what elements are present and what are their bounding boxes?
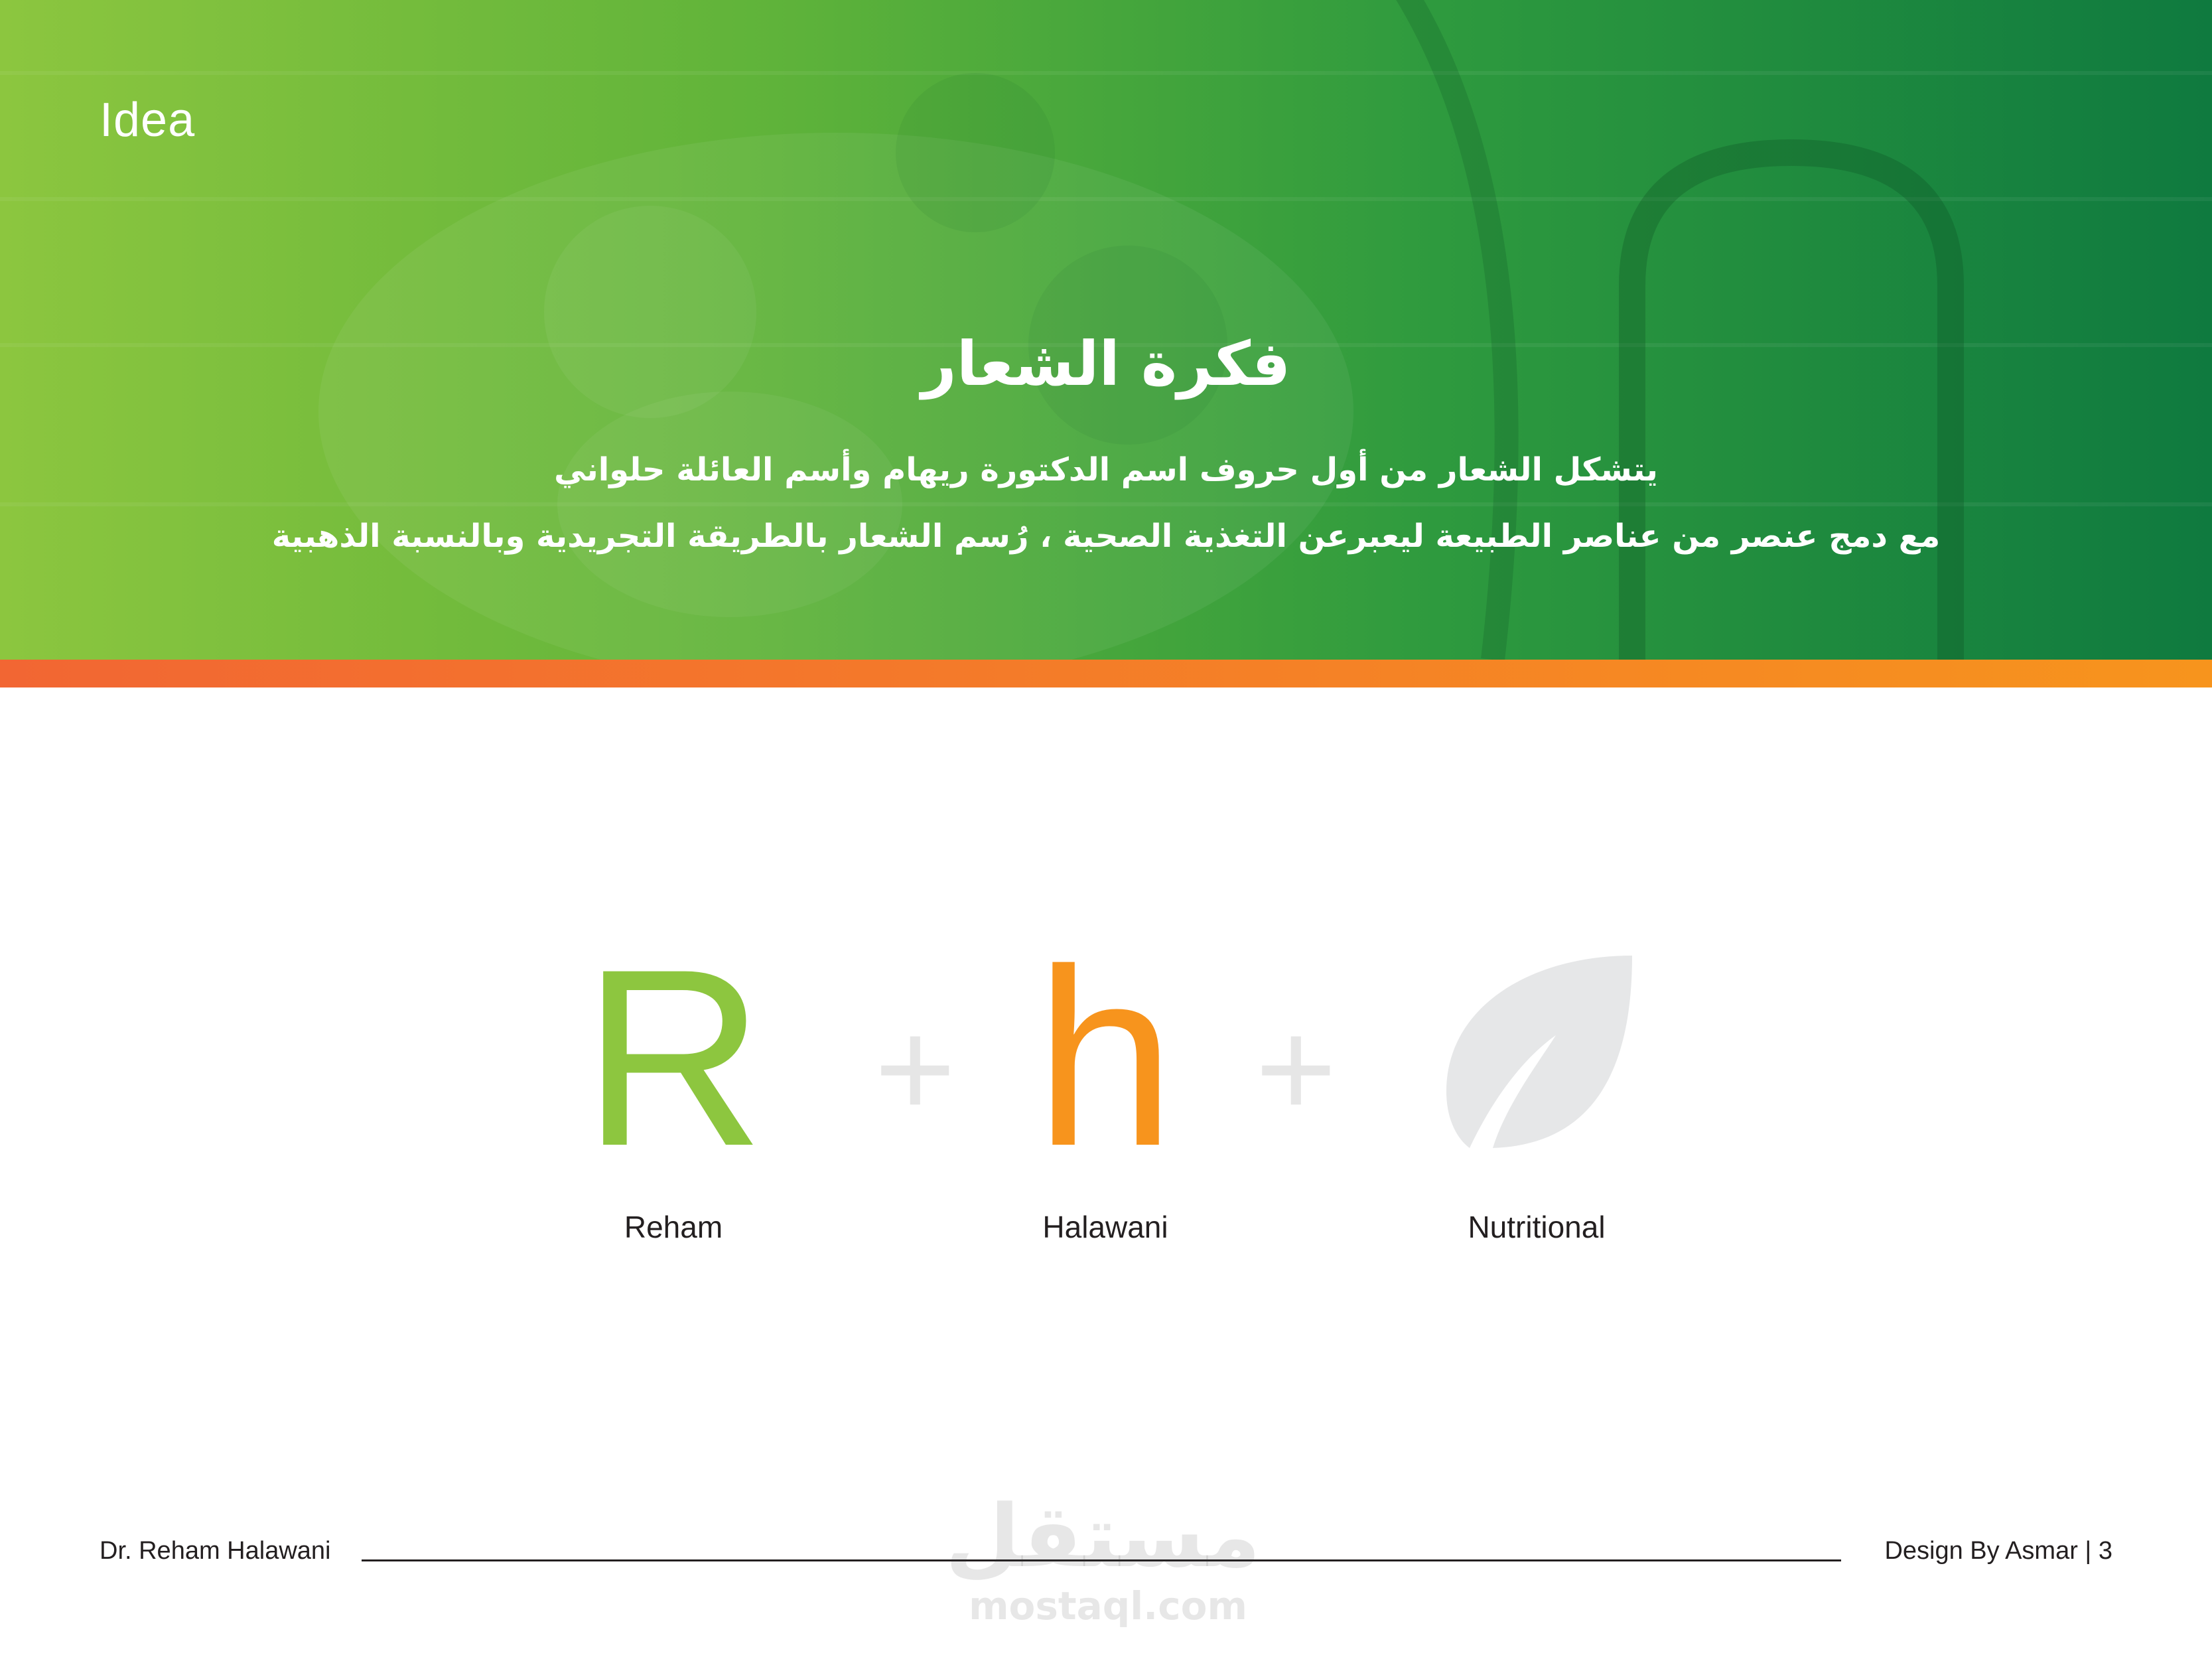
watermark-arabic: مستقل — [945, 1486, 1261, 1587]
orange-divider-bar — [0, 660, 2212, 687]
caption-halawani: Halawani — [1042, 1210, 1168, 1244]
plus-sign-1: + — [874, 991, 956, 1147]
section-label: Idea — [100, 94, 196, 147]
plus-sign-2: + — [1255, 991, 1337, 1147]
description-line-1: يتشكل الشعار من أول حروف اسم الدكتورة ريهام وأسم العائلة حلواني — [554, 451, 1658, 488]
mostaql-watermark — [945, 1486, 1261, 1628]
caption-nutritional: Nutritional — [1468, 1210, 1606, 1244]
footer-client-name: Dr. Reham Halawani — [100, 1537, 331, 1565]
watermark-latin: mostaql.com — [969, 1583, 1247, 1628]
section-title: فكرة الشعار — [921, 328, 1291, 399]
hero-banner — [0, 0, 2212, 660]
caption-reham: Reham — [624, 1210, 723, 1244]
leaf-icon — [1440, 952, 1639, 1151]
description-line-2: مع دمج عنصر من عناصر الطبيعة ليعبرعن التغذية الصحية ، رُسم الشعار بالطريقة التجريدية وبالنسبة الذهبية — [271, 518, 1941, 555]
footer-credit-page: Design By Asmar | 3 — [1884, 1537, 2112, 1565]
letter-r-glyph: R — [583, 916, 765, 1198]
letter-h-glyph: h — [1035, 916, 1176, 1198]
